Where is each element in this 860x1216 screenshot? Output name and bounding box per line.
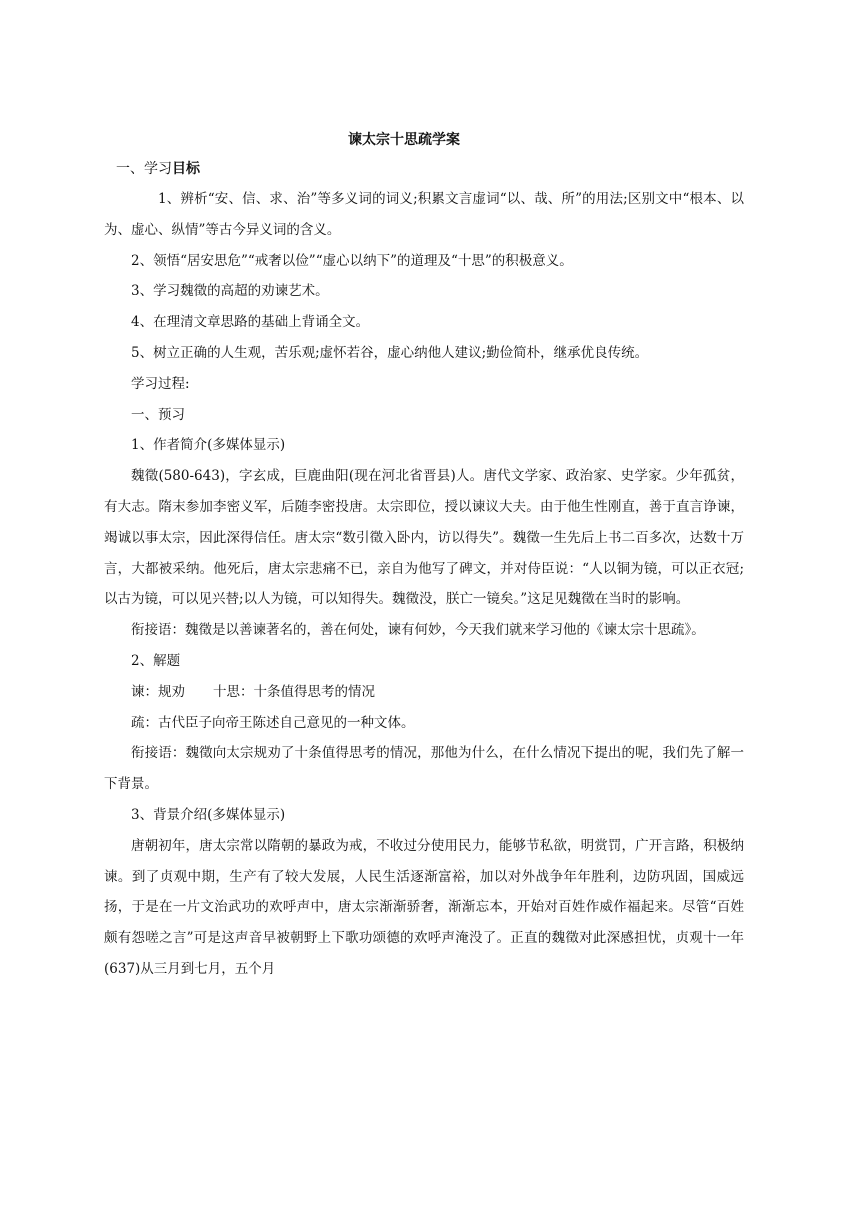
document-body — [104, 126, 744, 985]
jieti-line-2: 疏：古代臣子向帝王陈述自己意见的一种文体。 — [131, 714, 415, 731]
jieti-line-1 — [104, 677, 744, 708]
goal-item-3: 3、学习魏徵的高超的劝谏艺术。 — [131, 283, 329, 300]
background-label: 3、背景介绍(多媒体显示) — [131, 806, 286, 823]
process-label: 学习过程: — [131, 375, 190, 392]
transition-paragraph-2: 衔接语：魏徵向太宗规劝了十条值得思考的情况，那他为什么，在什么情况下提出的呢，我们先了解一下背景。 — [104, 745, 744, 793]
goal-item-2: 2、领悟“居安思危”“戒奢以俭”“虚心以纳下”的道理及“十思”的积极意义。 — [131, 252, 573, 269]
section-heading-bold: 目标 — [172, 161, 200, 177]
goal-item-4: 4、在理清文章思路的基础上背诵全文。 — [131, 314, 370, 331]
background-paragraph: 唐朝初年，唐太宗常以隋朝的暴政为戒，不收过分使用民力，能够节私欲，明赏罚，广开言路，积极纳谏。到了贞观中期，生产有了较大发展，人民生活逐渐富裕，加以对外战争年年胜利，边防巩固，国威远扬，于是在一片文治武功的欢呼声中，唐太宗渐渐骄奢，渐渐忘本，开始对百姓作威作福起来。尽管“百姓颇有怨嗟之言”可是这声音早被朝野上下歌功颂德的欢呼声淹没了。正直的魏徵对此深感担忧，贞观十一年(637)从三月到七月，五个月 — [104, 837, 744, 977]
jieti-label: 2、解题 — [131, 652, 181, 669]
jieti-term-jian: 谏：规劝 — [131, 683, 185, 700]
transition-paragraph-1: 衔接语：魏徵是以善谏著名的，善在何处，谏有何妙，今天我们就来学习他的《谏太宗十思疏》。 — [131, 622, 705, 639]
author-label: 1、作者简介(多媒体显示) — [131, 437, 286, 454]
goal-item-1: 1、辨析“安、信、求、治”等多义词的词义;积累文言虚词“以、哉、所”的用法;区别文中“根本、以为、虚心、纵情”等古今异义词的含义。 — [104, 191, 744, 238]
section-heading-goals — [104, 154, 744, 184]
section-heading-prefix: 一、学习 — [116, 161, 172, 177]
preview-label: 一、预习 — [131, 406, 185, 423]
jieti-term-shisi: 十思：十条值得思考的情况 — [213, 683, 375, 700]
document-title: 谏太宗十思疏学案 — [348, 132, 460, 148]
goal-item-5: 5、树立正确的人生观，苦乐观;虚怀若谷，虚心纳他人建议;勤俭简朴，继承优良传统。 — [131, 344, 649, 361]
author-paragraph: 魏徵(580-643)，字玄成，巨鹿曲阳(现在河北省晋县)人。唐代文学家、政治家、史学家。少年孤贫，有大志。隋末参加李密义军，后随李密投唐。太宗即位，授以谏议大夫。由于他生性刚直，善于直言诤谏，竭诚以事太宗，因此深得信任。唐太宗“数引徵入卧内，访以得失”。魏徵一生先后上书二百多次，达数十万言，大都被采纳。他死后，唐太宗悲痛不已，亲自为他写了碑文，并对侍臣说：“人以铜为镜，可以正衣冠;以古为镜，可以见兴替;以人为镜，可以知得失。魏徵没，朕亡一镜矣。”这足见魏徵在当时的影响。 — [104, 468, 744, 608]
